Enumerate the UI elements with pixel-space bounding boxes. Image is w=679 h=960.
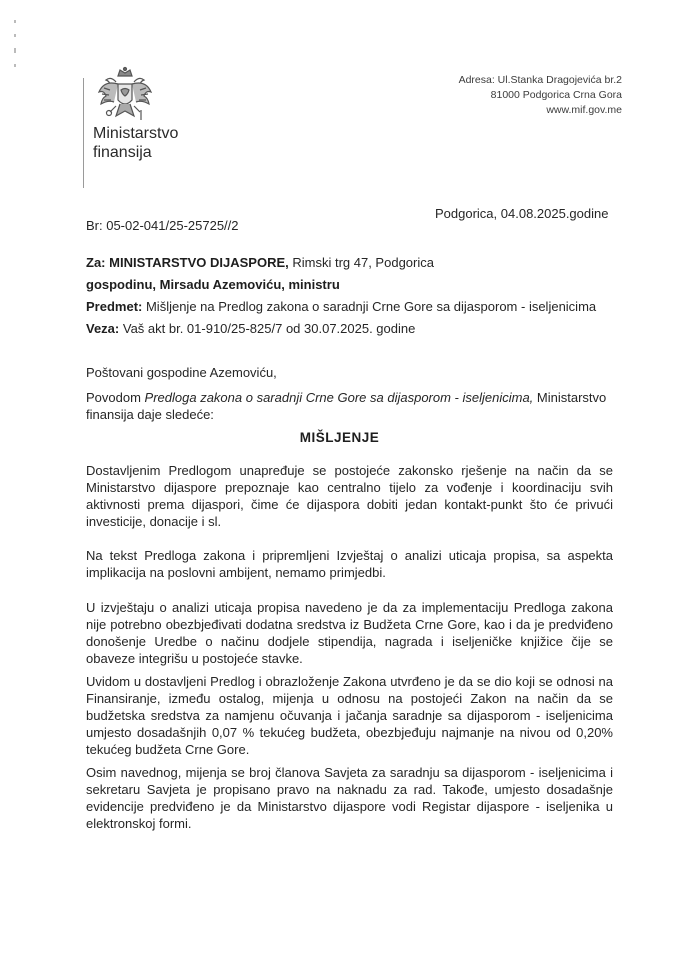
address-street: Adresa: Ul.Stanka Dragojevića br.2: [458, 74, 622, 86]
salutation: Poštovani gospodine Azemoviću,: [86, 365, 277, 380]
recipient-name: MINISTARSTVO DIJASPORE,: [109, 255, 289, 270]
place-date: Podgorica, 04.08.2025.godine: [435, 206, 609, 221]
ministry-name-line2: finansija: [93, 144, 152, 161]
body-paragraph-4: Uvidom u dostavljeni Predlog i obrazloženje Zakona utvrđeno je da se dio koji se odnosi na Finansiranje, između ostalog, mijenja u odnosu na postojeći Zakon na način da se budžetska sredstva za namjenu očuvanja i jačanja saradnje sa dijasporom - iseljenicima umjesto dosadašnjih 0,07 % tekućeg budžeta, obezbjeđuju najmanje na nivou od 0,20% tekućeg budžeta Crne Gore.: [86, 674, 613, 757]
ministry-name: [93, 124, 178, 162]
veza-text: Vaš akt br. 01-910/25-825/7 od 30.07.2025. godine: [119, 321, 416, 336]
addressee-line: [86, 274, 626, 296]
coat-of-arms-icon: [96, 66, 154, 126]
body-paragraph-1: Dostavljenim Predlogom unapređuje se postojeće zakonsko rješenje na način da se Ministarstvo dijaspore prepoznaje kao centralno tijelo za vođenje i koordinaciju svih aktivnosti prema dijaspori, čime će dijaspora dobiti jedan kontakt-punkt što će privući investicije, donacije i sl.: [86, 463, 613, 529]
veza-label: Veza:: [86, 321, 120, 336]
intro-paragraph: [86, 389, 624, 423]
letterhead-divider: [83, 78, 84, 188]
za-label: Za:: [86, 255, 106, 270]
recipient-line: [86, 252, 626, 274]
address-website: www.mif.gov.me: [546, 104, 622, 116]
subject-text: Mišljenje na Predlog zakona o saradnji Crne Gore sa dijasporom - iseljenicima: [142, 299, 597, 314]
ministry-name-line1: Ministarstvo: [93, 125, 179, 142]
letter-header: [86, 252, 626, 340]
reference-line: [86, 318, 626, 340]
intro-after: Ministarstvo finansija daje sledeće:: [86, 390, 607, 422]
reference-number: Br: 05-02-041/25-25725//2: [86, 218, 239, 233]
subject-line: [86, 296, 626, 318]
scan-artifacts: [14, 20, 18, 80]
opinion-heading: MIŠLJENJE: [299, 430, 380, 445]
body-paragraph-3: U izvještaju o analizi uticaja propisa navedeno je da za implementaciju Predloga zakona nije potrebno obezbjeđivati dodatna sredstva iz Budžeta Crne Gore, kao i da je predviđeno donošenje Uredbe o načinu dodjele stipendija, nagrada i iseljeničke knjižice čije se obaveze integrišu u postojeće stavke.: [86, 600, 613, 666]
intro-before: Povodom: [86, 390, 145, 405]
body-paragraph-5: Osim navednog, mijenja se broj članova Savjeta za saradnju sa dijasporom - iseljenicima i sekretaru Savjeta je propisano pravo na naknadu za rad. Takođe, umjesto dosadašnje evidencije predviđeno je da Ministarstvo dijaspore vodi Registar dijaspore - iseljenika u elektronskoj formi.: [86, 765, 613, 831]
ministry-address: [459, 73, 622, 118]
predmet-label: Predmet:: [86, 299, 143, 314]
recipient-address: Rimski trg 47, Podgorica: [288, 255, 434, 270]
body-paragraph-2: Na tekst Predloga zakona i pripremljeni Izvještaj o analizi uticaja propisa, sa aspekta implikacija na poslovni ambijent, nemamo primjedbi.: [86, 548, 613, 580]
intro-italic: Predloga zakona o saradnji Crne Gore sa dijasporom - iseljenicima,: [144, 390, 534, 405]
addressee: gospodinu, Mirsadu Azemoviću, ministru: [86, 277, 340, 292]
address-city: 81000 Podgorica Crna Gora: [490, 89, 622, 101]
